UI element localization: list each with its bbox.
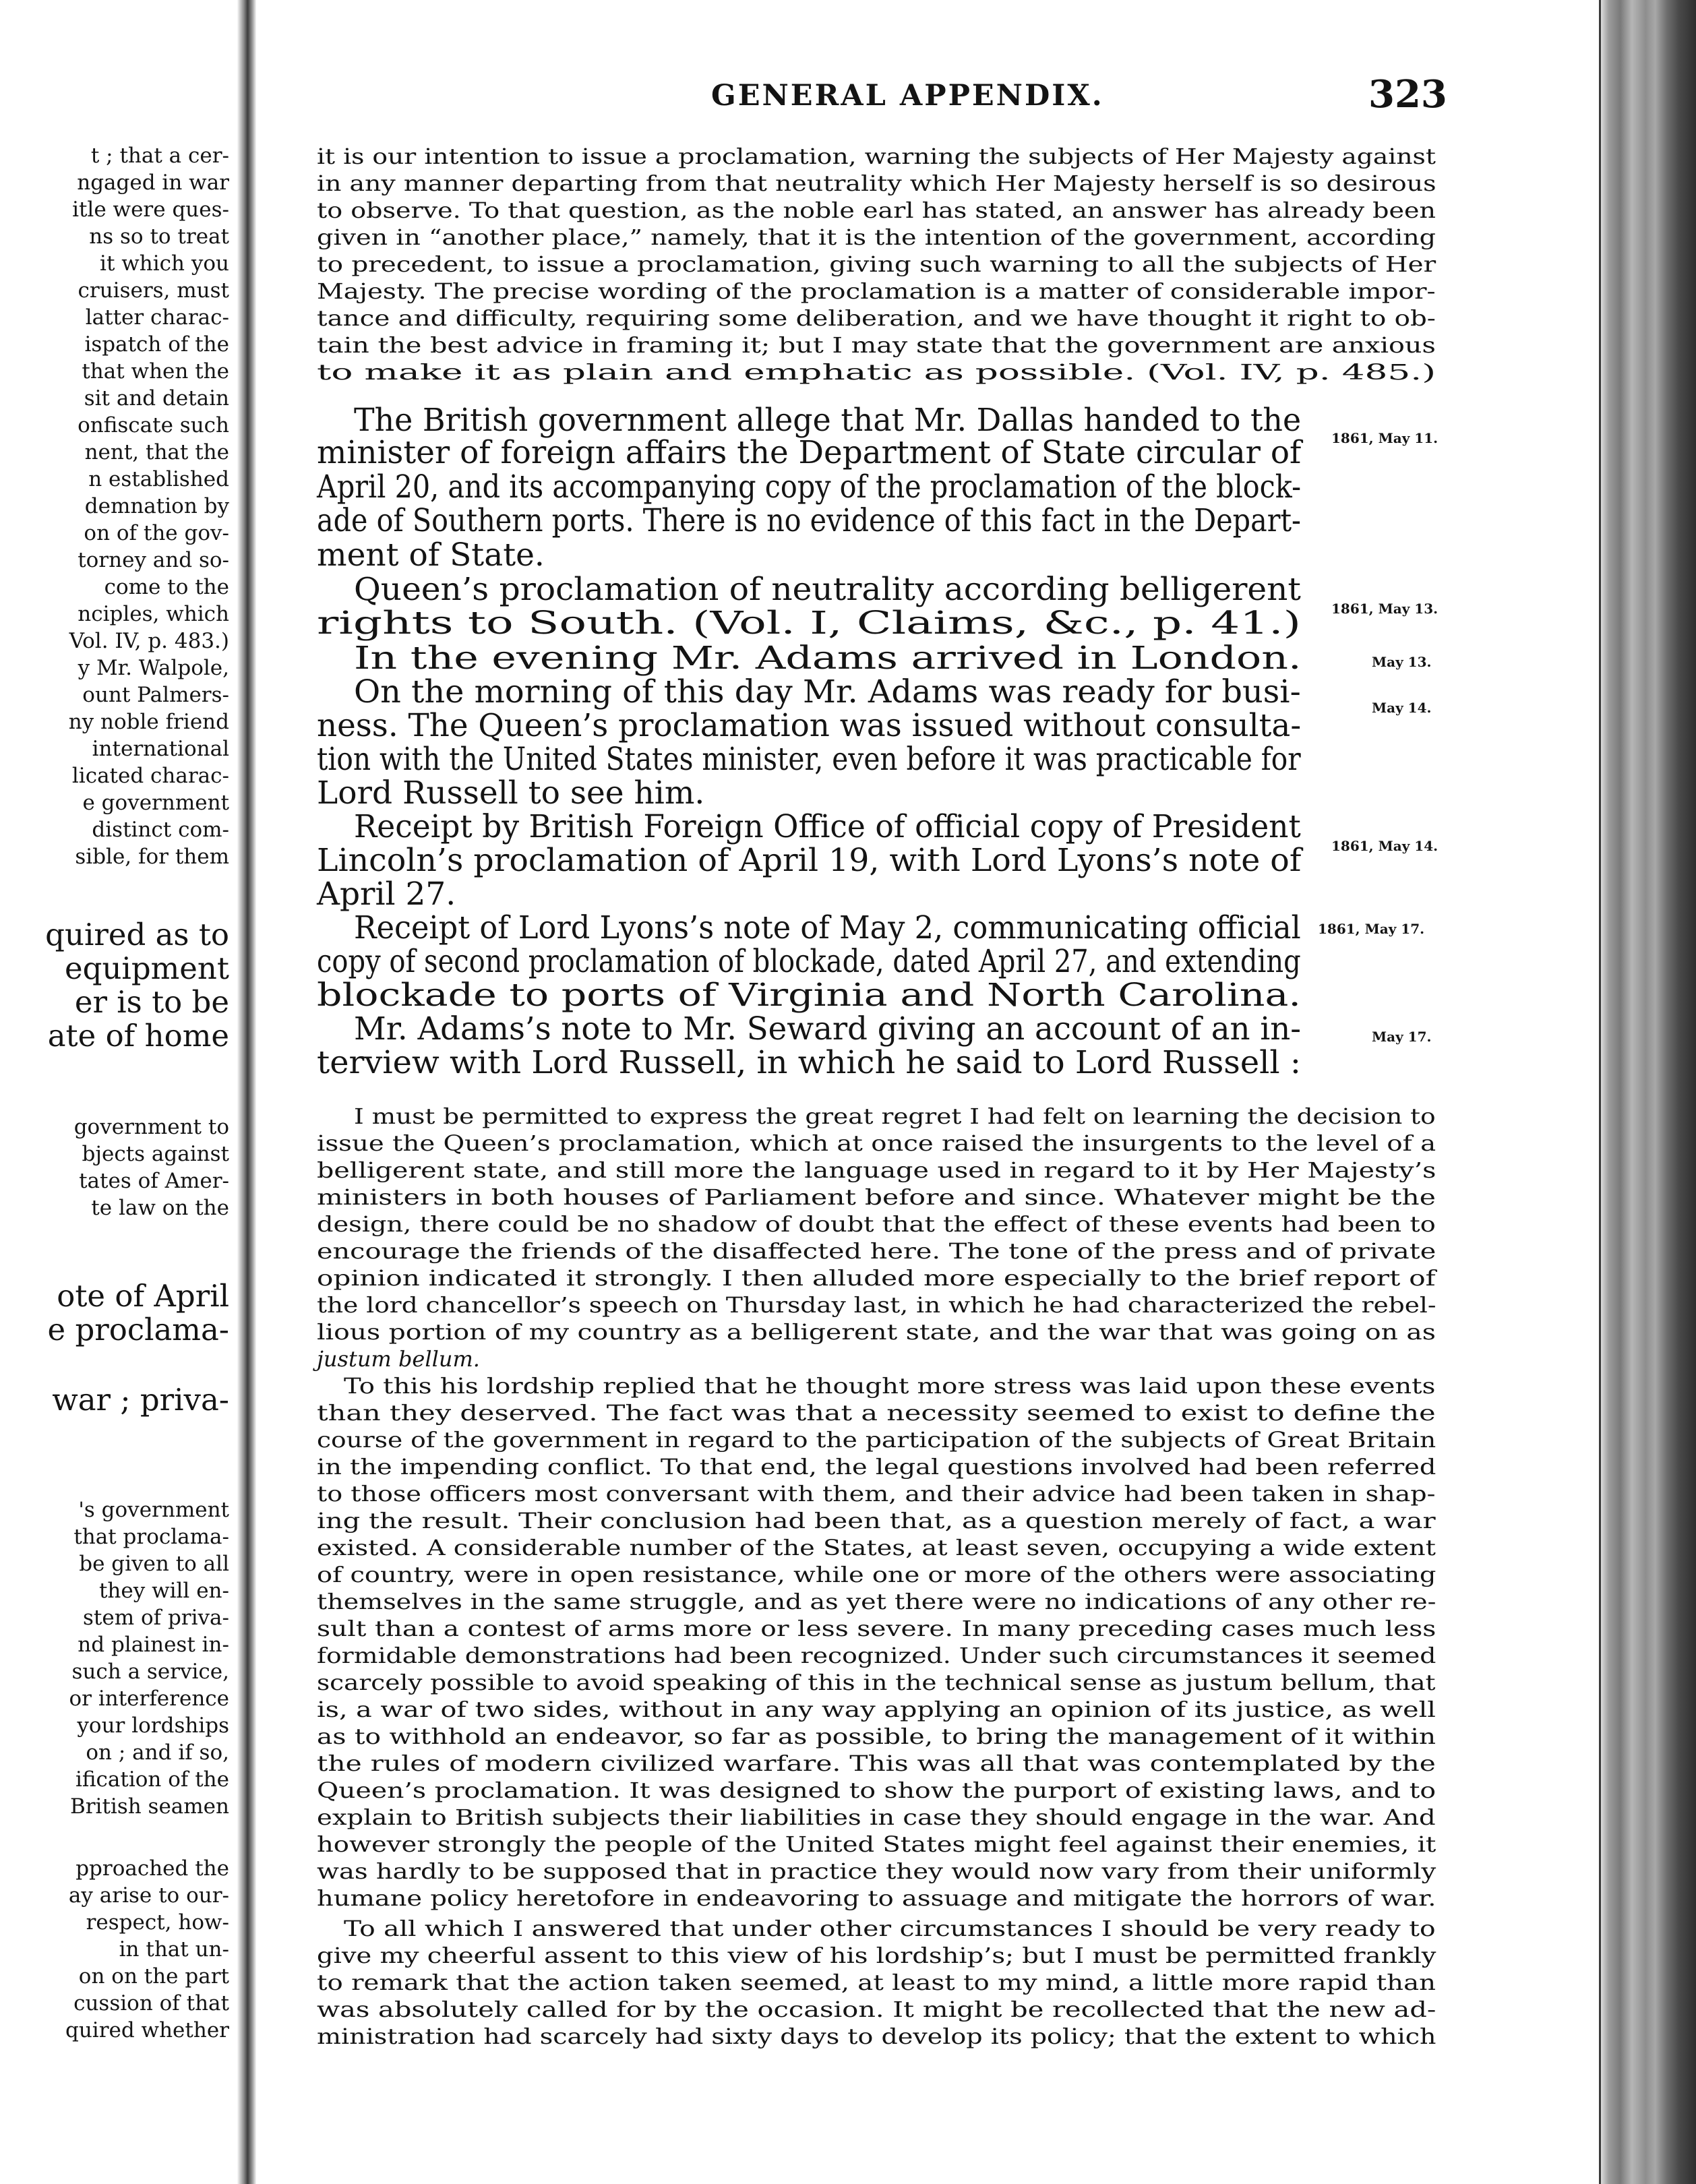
left-page-line: pproached the (75, 1856, 229, 1881)
quote-line: ministers in both houses of Parliament before and since. Whatever might be the (317, 1184, 1436, 1210)
quote-line: tance and difficulty, requiring some deliberation, and we have thought it right to ob- (317, 305, 1436, 331)
chronology-line: ness. The Queen’s proclamation was issued without consulta- (317, 707, 1302, 744)
quote-line: than they deserved. The fact was that a necessity seemed to exist to define the (317, 1400, 1436, 1426)
left-page-line: t ; that a cer- (90, 144, 229, 168)
quote-line: explain to British subjects their liabilities in case they should engage in the war. And (317, 1804, 1436, 1830)
quote-line: to observe. To that question, as the noble earl has stated, an answer has already been (317, 198, 1436, 223)
chronology-line: rights to South. (Vol. I, Claims, &c., p. 41.) (317, 605, 1301, 642)
quote-line: existed. A considerable number of the States, at least seven, occupying a wide extent (317, 1535, 1436, 1560)
left-page-line: it which you (100, 251, 229, 276)
quote-line: as to withhold an endeavor, so far as possible, to bring the management of it within (317, 1724, 1436, 1749)
left-page-line: such a service, (71, 1660, 229, 1684)
quote-line: design, there could be no shadow of doubt that the effect of these events had been to (317, 1211, 1436, 1237)
chronology-line: Receipt of Lord Lyons’s note of May 2, communicating official (354, 909, 1301, 946)
left-page-line: war ; priva- (52, 1382, 229, 1418)
chronology-line: The British government allege that Mr. Dallas handed to the (354, 402, 1302, 439)
left-page-line: ount Palmers- (82, 683, 229, 707)
margin-date-note: 1861, May 13. (1331, 601, 1438, 617)
left-page-line: cruisers, must (78, 278, 229, 303)
left-page-line: on of the gov- (84, 521, 229, 545)
left-page-line: nent, that the (84, 440, 229, 464)
margin-date-note: May 13. (1372, 654, 1432, 670)
left-page-line: ate of home (47, 1018, 229, 1054)
left-page-line: bjects against (82, 1142, 229, 1166)
left-page-line: licated charac- (71, 764, 229, 788)
quote-line: in the impending conflict. To that end, the legal questions involved had been referred (317, 1454, 1436, 1480)
chronology-line: April 27. (317, 876, 456, 913)
quote-line: the lord chancellor’s speech on Thursday last, in which he had characterized the rebel- (317, 1292, 1436, 1318)
chronology-line: minister of foreign affairs the Department of State circular of (317, 434, 1302, 471)
left-page-line: in that un- (119, 1937, 229, 1962)
left-page-line: nciples, which (78, 602, 229, 626)
left-page-line: te law on the (91, 1196, 229, 1220)
quote-line: lious portion of my country as a belligerent state, and the war that was going on as (317, 1319, 1436, 1345)
margin-date-note: May 17. (1372, 1029, 1432, 1045)
left-page-line: sit and detain (84, 386, 229, 411)
chronology-line: terview with Lord Russell, in which he said to Lord Russell : (317, 1044, 1301, 1081)
left-page-line: international (92, 737, 229, 761)
quote-line: I must be permitted to express the great regret I had felt on learning the decision to (354, 1103, 1436, 1129)
left-page-line: equipment (65, 950, 229, 986)
left-page-line: British seamen (69, 1794, 229, 1819)
left-page-line: 's government (78, 1498, 229, 1522)
quote-line: is, a war of two sides, without in any way applying an opinion of its justice, as well (317, 1697, 1436, 1722)
margin-date-note: 1861, May 11. (1331, 430, 1438, 446)
left-page-line: distinct com- (92, 818, 229, 842)
left-page-line: stem of priva- (83, 1606, 229, 1630)
left-page-line: ispatch of the (84, 332, 229, 357)
left-page-line: Vol. IV, p. 483.) (69, 629, 229, 653)
quote-line: given in “another place,” namely, that it is the intention of the government, according (317, 224, 1436, 250)
margin-date-note: 1861, May 14. (1331, 838, 1438, 854)
left-page-line: ny noble friend (68, 710, 229, 734)
left-page-line: come to the (104, 575, 229, 599)
left-page-line: on ; and if so, (86, 1740, 229, 1765)
left-page-line: e proclama- (47, 1312, 229, 1347)
chronology-line: blockade to ports of Virginia and North Carolina. (317, 977, 1301, 1014)
quote-line: in any manner departing from that neutrality which Her Majesty herself is so desirous (317, 171, 1436, 196)
left-page-line: quired whether (65, 2018, 229, 2042)
left-page-line: y Mr. Walpole, (78, 656, 229, 680)
running-head: GENERAL APPENDIX. (711, 79, 1104, 113)
margin-date-note: 1861, May 17. (1318, 921, 1425, 937)
quote-line: ing the result. Their conclusion had been that, as a question merely of fact, a war (317, 1508, 1436, 1534)
chronology-line: Receipt by British Foreign Office of official copy of President (354, 808, 1301, 845)
quote-line: was hardly to be supposed that in practice they would now vary from their uniformly (317, 1858, 1436, 1884)
quote-line: course of the government in regard to the participation of the subjects of Great Britain (317, 1427, 1436, 1453)
left-page-line: on on the part (78, 1964, 229, 1989)
chronology-line: tion with the United States minister, even before it was practicable for (317, 741, 1301, 778)
quote-line: to remark that the action taken seemed, at least to my mind, a little more rapid than (317, 1970, 1436, 1995)
left-page-line: sible, for them (75, 845, 229, 869)
quote-line: belligerent state, and still more the language used in regard to it by Her Majesty’s (317, 1157, 1436, 1183)
quote-line: to make it as plain and emphatic as possible. (Vol. IV, p. 485.) (317, 359, 1436, 385)
quote-line: scarcely possible to avoid speaking of this in the technical sense as justum bellum, that (317, 1670, 1436, 1695)
quote-line: Queen’s proclamation. It was designed to show the purport of existing laws, and to (317, 1778, 1436, 1803)
left-page-line: quired as to (45, 917, 229, 952)
quote-line: opinion indicated it strongly. I then alluded more especially to the brief report of (317, 1265, 1436, 1291)
left-page-line: ay arise to our- (68, 1883, 229, 1908)
quote-line: humane policy heretofore in endeavoring to assuage and mitigate the horrors of war. (317, 1885, 1436, 1911)
left-page-line: that proclama- (73, 1525, 229, 1549)
chronology-line: April 20, and its accompanying copy of the proclamation of the block- (317, 468, 1302, 506)
chronology-line: Lincoln’s proclamation of April 19, with Lord Lyons’s note of (317, 842, 1302, 879)
quote-line: give my cheerful assent to this view of his lordship’s; but I must be permitted frankly (317, 1943, 1436, 1968)
quote-line: of country, were in open resistance, while one or more of the others were associating (317, 1562, 1436, 1587)
quote-line: justum bellum. (317, 1346, 480, 1372)
left-page-line: cussion of that (73, 1991, 229, 2015)
left-page-line: nd plainest in- (78, 1633, 229, 1657)
quote-line: to those officers most conversant with them, and their advice had been taken in shap- (317, 1481, 1436, 1507)
chronology-line: copy of second proclamation of blockade, dated April 27, and extending (317, 943, 1301, 980)
quote-line: To all which I answered that under other circumstances I should be very ready to (344, 1916, 1436, 1941)
quote-line: sult than a contest of arms more or less severe. In many preceding cases much less (317, 1616, 1436, 1641)
left-page-line: government to (73, 1115, 229, 1139)
left-page-line: be given to all (79, 1552, 229, 1576)
chronology-line: On the morning of this day Mr. Adams was ready for busi- (354, 673, 1301, 710)
chronology-line: Queen’s proclamation of neutrality according belligerent (354, 571, 1301, 608)
quote-line: was absolutely called for by the occasion. It might be recollected that the new ad- (317, 1997, 1436, 2022)
quote-line: ministration had scarcely had sixty days to develop its policy; that the extent to which (317, 2024, 1436, 2049)
left-page-line: ngaged in war (77, 171, 229, 195)
left-page-line: ification of the (75, 1767, 229, 1792)
quote-line: themselves in the same struggle, and as yet there were no indications of any other re- (317, 1589, 1436, 1614)
left-page-line: your lordships (77, 1713, 229, 1738)
quote-line: to precedent, to issue a proclamation, giving such warning to all the subjects of Her (317, 251, 1436, 277)
left-page-line: er is to be (74, 984, 229, 1020)
quote-line: tain the best advice in framing it; but I may state that the government are anxious (317, 332, 1436, 358)
quote-line: encourage the friends of the disaffected here. The tone of the press and of private (317, 1238, 1436, 1264)
quote-line: formidable demonstrations had been recognized. Under such circumstances it seemed (317, 1643, 1436, 1668)
left-page-line: e government (82, 791, 229, 815)
margin-date-note: May 14. (1372, 700, 1432, 716)
chronology-line: ade of Southern ports. There is no evidence of this fact in the Depart- (317, 502, 1301, 539)
left-page-line: or interference (69, 1687, 229, 1711)
left-page-line: they will en- (98, 1579, 229, 1603)
chronology-line: ment of State. (317, 537, 545, 574)
chronology-line: Lord Russell to see him. (317, 775, 705, 812)
left-page-line: ns so to treat (89, 224, 229, 249)
quote-line: To this his lordship replied that he thought more stress was laid upon these events (344, 1373, 1436, 1399)
left-page-line: ote of April (57, 1278, 229, 1314)
chronology-line: In the evening Mr. Adams arrived in London. (354, 640, 1302, 677)
left-page-line: that when the (82, 359, 229, 384)
quote-line: however strongly the people of the United States might feel against their enemies, it (317, 1831, 1436, 1857)
quote-line: Majesty. The precise wording of the proclamation is a matter of considerable impor- (317, 278, 1436, 304)
page-number: 323 (1368, 72, 1447, 117)
quote-line: the rules of modern civilized warfare. This was all that was contemplated by the (317, 1751, 1436, 1776)
quote-line: issue the Queen’s proclamation, which at once raised the insurgents to the level of a (317, 1130, 1436, 1156)
chronology-line: Mr. Adams’s note to Mr. Seward giving an account of an in- (354, 1010, 1302, 1048)
left-page-line: tates of Amer- (79, 1169, 229, 1193)
quote-line: it is our intention to issue a proclamation, warning the subjects of Her Majesty against (317, 144, 1436, 169)
left-page-line: respect, how- (86, 1910, 229, 1935)
left-page-line: demnation by (84, 494, 229, 518)
left-page-line: onfiscate such (78, 413, 229, 437)
left-page-line: torney and so- (78, 548, 229, 572)
left-page-line: itle were ques- (72, 198, 229, 222)
left-page-line: latter charac- (85, 305, 229, 330)
left-page-line: n established (88, 467, 229, 491)
